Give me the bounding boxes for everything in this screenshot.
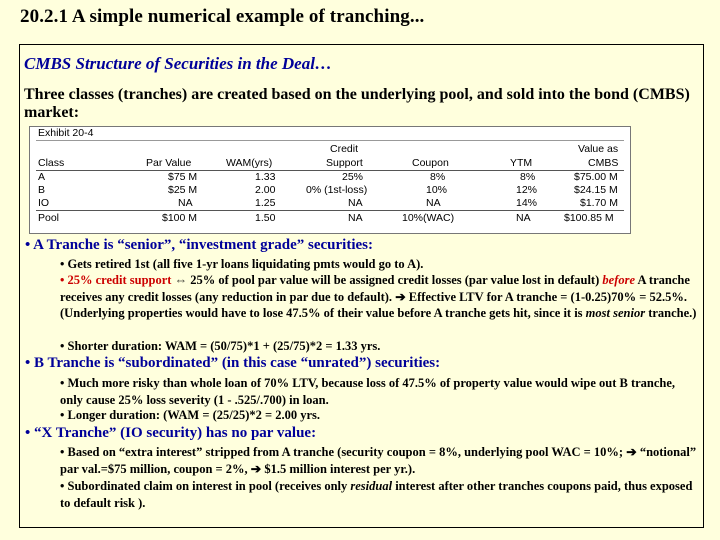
row-io-value: $1.70 M bbox=[580, 197, 618, 209]
section-x-bullet-2 bbox=[60, 478, 700, 511]
section-a-bullet-2-ltv: Effective LTV for A tranche = (1-0.25)70% = 52.5%. (Underlying properties would have to lose 47.5% of their value before A tranche gets hit, since it is bbox=[60, 289, 688, 320]
section-x-heading: • “X Tranche” (IO security) has no par value: bbox=[25, 425, 317, 441]
right-arrow-icon: ➔ bbox=[626, 445, 637, 459]
row-a-ytm: 8% bbox=[520, 171, 536, 183]
section-x-bullet-1c: $1.5 million interest per yr.). bbox=[264, 461, 416, 476]
row-a-value: $75.00 M bbox=[574, 171, 618, 183]
pool-rule bbox=[36, 210, 624, 211]
slide-title: 20.2.1 A simple numerical example of tranching... bbox=[20, 6, 425, 27]
row-b-credit: 0% (1st-loss) bbox=[306, 184, 368, 196]
intro-text: Three classes (tranches) are created based on the underlying pool, and sold into the bond (CMBS) market: bbox=[24, 86, 690, 121]
double-arrow-icon: ⇔ bbox=[174, 273, 188, 287]
section-b-heading: • B Tranche is “subordinated” (in this case “unrated”) securities: bbox=[25, 355, 441, 371]
section-x-bullet-1a: • Based on “extra interest” stripped from A tranche (security coupon = 8%, underlying pool WAC = 10%; bbox=[60, 445, 624, 459]
section-a-bullet-1: • Gets retired 1st (all five 1-yr loans liquidating pmts would go to A). bbox=[60, 257, 424, 271]
section-x-bullet-2b: interest after other tranches coupons paid, thus exposed to default risk ). bbox=[60, 479, 693, 510]
header-par-value: Par Value bbox=[146, 157, 192, 169]
row-b-class: B bbox=[38, 184, 46, 196]
row-io-credit: NA bbox=[348, 197, 363, 209]
row-io-ytm: 14% bbox=[516, 197, 538, 209]
right-arrow-icon: ➔ bbox=[395, 289, 406, 304]
row-pool-value: $100.85 M bbox=[564, 212, 614, 224]
row-a-coupon: 8% bbox=[430, 171, 446, 183]
row-io-wam: 1.25 bbox=[255, 197, 276, 209]
section-a-bullet-2 bbox=[60, 272, 700, 322]
section-x-bullet-1 bbox=[60, 444, 700, 477]
row-b-coupon: 10% bbox=[426, 184, 448, 196]
row-pool-ytm: NA bbox=[516, 212, 531, 224]
exhibit-label: Exhibit 20-4 bbox=[38, 127, 94, 139]
credit-support-red: • 25% credit support bbox=[60, 273, 172, 287]
most-senior-italic: most senior bbox=[585, 306, 646, 320]
before-italic-red: before bbox=[602, 273, 636, 287]
header-coupon: Coupon bbox=[412, 157, 449, 169]
section-x-bullet-1b: “notional” par val.=$75 million, coupon = 2%, bbox=[60, 445, 697, 476]
section-a-bullet-3: • Shorter duration: WAM = (50/75)*1 + (25/75)*2 = 1.33 yrs. bbox=[60, 339, 381, 353]
row-b-wam: 2.00 bbox=[255, 184, 276, 196]
row-b-value: $24.15 M bbox=[574, 184, 618, 196]
section-a-bullet-2-end: tranche.) bbox=[648, 306, 697, 320]
row-pool-credit: NA bbox=[348, 212, 363, 224]
header-wam: WAM(yrs) bbox=[226, 157, 273, 169]
row-a-par: $75 M bbox=[168, 171, 198, 183]
header-rule bbox=[36, 170, 624, 171]
section-a-bullet-2-cont: A tranche receives any credit losses (any reduction in par due to default). bbox=[60, 273, 690, 304]
right-arrow-icon: ➔ bbox=[250, 461, 262, 476]
header-value-2: CMBS bbox=[588, 157, 619, 169]
row-b-ytm: 12% bbox=[516, 184, 538, 196]
header-credit-2: Support bbox=[326, 157, 363, 169]
header-class: Class bbox=[38, 157, 65, 169]
header-ytm: YTM bbox=[510, 157, 533, 169]
exhibit-top-rule bbox=[36, 140, 624, 141]
header-value-1: Value as bbox=[578, 143, 619, 155]
row-a-wam: 1.33 bbox=[255, 171, 276, 183]
subtitle: CMBS Structure of Securities in the Deal… bbox=[24, 54, 332, 73]
row-io-coupon: NA bbox=[426, 197, 441, 209]
section-a-heading: • A Tranche is “senior”, “investment grade” securities: bbox=[25, 237, 373, 253]
row-io-par: NA bbox=[178, 197, 193, 209]
section-b-bullet-1: • Much more risky than whole loan of 70% LTV, because loss of 47.5% of property value would wipe out B tranche, only cause 25% loss severity (1 - .525/.700) in loan. bbox=[60, 376, 676, 407]
section-x-bullet-2a: • Subordinated claim on interest in pool (receives only bbox=[60, 479, 348, 493]
residual-italic: residual bbox=[350, 479, 393, 493]
row-a-credit: 25% bbox=[342, 171, 364, 183]
header-credit-1: Credit bbox=[330, 143, 359, 155]
row-b-par: $25 M bbox=[168, 184, 198, 196]
row-pool-class: Pool bbox=[38, 212, 60, 224]
row-pool-coupon: 10%(WAC) bbox=[402, 212, 455, 224]
row-a-class: A bbox=[38, 171, 46, 183]
row-io-class: IO bbox=[38, 197, 50, 209]
exhibit-table bbox=[29, 126, 631, 234]
row-pool-par: $100 M bbox=[162, 212, 198, 224]
section-a-bullet-2-text: 25% of pool par value will be assigned credit losses (par value lost in default) bbox=[190, 273, 600, 287]
row-pool-wam: 1.50 bbox=[255, 212, 276, 224]
section-b-bullet-2: • Longer duration: (WAM = (25/25)*2 = 2.00 yrs. bbox=[60, 408, 321, 422]
